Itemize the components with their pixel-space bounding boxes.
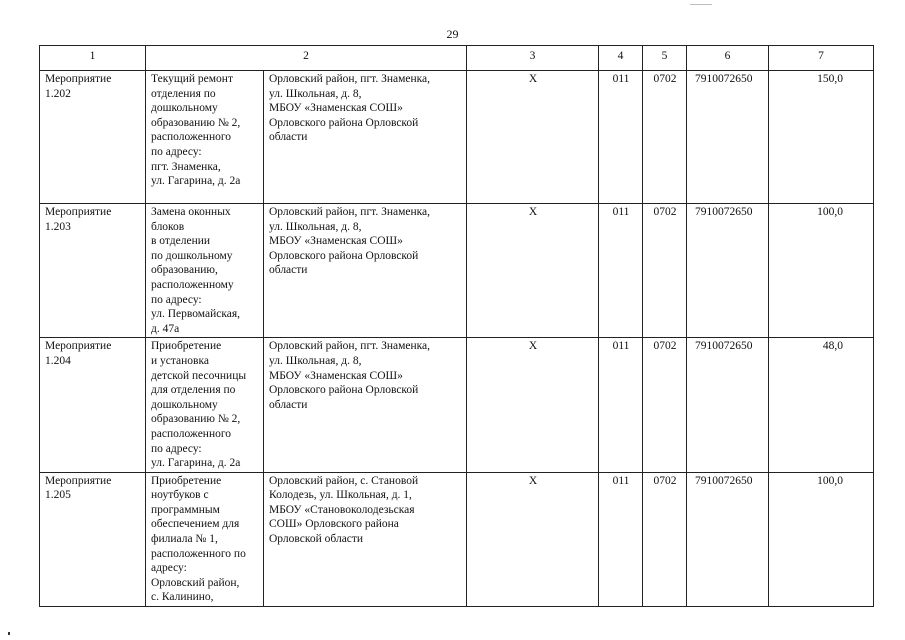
description-cell-line: программным bbox=[151, 503, 220, 516]
description-cell-line: образованию № 2, bbox=[151, 116, 241, 129]
description-cell-line: ноутбуков с bbox=[151, 489, 209, 502]
header-col-2: 2 bbox=[146, 46, 467, 71]
address-cell-line: МБОУ «Знаменская СОШ» bbox=[269, 369, 403, 382]
col4-cell: 011 bbox=[599, 204, 643, 338]
col7-cell: 100,0 bbox=[769, 204, 874, 338]
address-cell bbox=[264, 71, 467, 204]
address-cell-line: области bbox=[269, 264, 308, 277]
col4-cell: 011 bbox=[599, 71, 643, 204]
address-cell bbox=[264, 472, 467, 606]
description-cell-line: расположенного bbox=[151, 427, 232, 440]
col4-cell: 011 bbox=[599, 472, 643, 606]
table-row bbox=[40, 71, 874, 204]
activity-cell-line: 1.202 bbox=[45, 87, 71, 100]
col6-cell: 7910072650 bbox=[687, 204, 769, 338]
description-cell-line: и установка bbox=[151, 354, 210, 367]
col7-cell: 150,0 bbox=[769, 71, 874, 204]
description-cell-line: Орловский район, bbox=[151, 576, 240, 589]
activity-cell-line: 1.205 bbox=[45, 489, 71, 502]
description-cell-line: детской песочницы bbox=[151, 369, 247, 382]
col5-cell: 0702 bbox=[643, 338, 687, 472]
description-cell-line: блоков bbox=[151, 220, 185, 233]
address-cell-line: ул. Школьная, д. 8, bbox=[269, 220, 362, 233]
address-cell-line: Орловского района Орловской bbox=[269, 249, 419, 262]
col3-cell: Х bbox=[467, 204, 599, 338]
description-cell bbox=[146, 472, 264, 606]
description-cell-line: расположенного bbox=[151, 131, 232, 144]
description-cell-line: в отделении bbox=[151, 235, 211, 248]
address-cell-line: МБОУ «Знаменская СОШ» bbox=[269, 102, 403, 115]
col3-cell: Х bbox=[467, 338, 599, 472]
col7-cell: 48,0 bbox=[769, 338, 874, 472]
table-row bbox=[40, 472, 874, 606]
header-col-1: 1 bbox=[40, 46, 146, 71]
description-cell-line: расположенному bbox=[151, 278, 234, 291]
table-body bbox=[40, 71, 874, 607]
header-row bbox=[40, 46, 874, 71]
activity-cell bbox=[40, 472, 146, 606]
description-cell-line: образованию № 2, bbox=[151, 413, 241, 426]
description-cell-line: Текущий ремонт bbox=[151, 73, 233, 85]
address-cell-line: Орловского района Орловской bbox=[269, 116, 419, 129]
description-cell-line: по адресу: bbox=[151, 442, 202, 455]
activity-cell-line: Мероприятие bbox=[45, 73, 112, 85]
description-cell-line: отделения по bbox=[151, 87, 216, 100]
address-cell bbox=[264, 338, 467, 472]
description-cell-line: по адресу: bbox=[151, 145, 202, 158]
col3-cell: Х bbox=[467, 71, 599, 204]
address-cell-line: МБОУ «Знаменская СОШ» bbox=[269, 235, 403, 248]
col5-cell: 0702 bbox=[643, 204, 687, 338]
description-cell-line: расположенного по bbox=[151, 547, 246, 560]
table-row bbox=[40, 204, 874, 338]
col4-cell: 011 bbox=[599, 338, 643, 472]
description-cell-line: с. Калинино, bbox=[151, 591, 214, 604]
description-cell bbox=[146, 204, 264, 338]
address-cell-line: ул. Школьная, д. 8, bbox=[269, 87, 362, 100]
address-cell-line: СОШ» Орловского района bbox=[269, 518, 399, 531]
col5-cell: 0702 bbox=[643, 472, 687, 606]
header-col-7: 7 bbox=[769, 46, 874, 71]
page-number: 29 bbox=[446, 27, 459, 41]
activity-cell-line: Мероприятие bbox=[45, 206, 112, 218]
address-cell-line: ул. Школьная, д. 8, bbox=[269, 354, 362, 367]
col5-cell: 0702 bbox=[643, 71, 687, 204]
address-cell-line: Колодезь, ул. Школьная, д. 1, bbox=[269, 489, 412, 502]
col3-cell: Х bbox=[467, 472, 599, 606]
budget-table bbox=[39, 45, 874, 607]
description-cell-line: обеспечением для bbox=[151, 518, 240, 531]
address-cell-line: Орловского района Орловской bbox=[269, 384, 419, 397]
header-col-3: 3 bbox=[467, 46, 599, 71]
scan-mark bbox=[8, 632, 10, 635]
description-cell bbox=[146, 71, 264, 204]
activity-cell bbox=[40, 338, 146, 472]
activity-cell-line: 1.204 bbox=[45, 354, 71, 367]
address-cell-line: Орловский район, с. Становой bbox=[269, 474, 419, 487]
description-cell-line: Замена оконных bbox=[151, 206, 231, 218]
address-cell-line: Орловский район, пгт. Знаменка, bbox=[269, 340, 431, 353]
description-cell-line: дошкольному bbox=[151, 102, 218, 115]
description-cell-line: для отделения по bbox=[151, 384, 236, 397]
description-cell-line: Приобретение bbox=[151, 474, 222, 487]
activity-cell-line: 1.203 bbox=[45, 220, 71, 233]
activity-cell-line: Мероприятие bbox=[45, 340, 112, 353]
address-cell-line: Орловский район, пгт. Знаменка, bbox=[269, 73, 431, 85]
description-cell-line: по адресу: bbox=[151, 293, 202, 306]
table-row bbox=[40, 338, 874, 472]
header-col-6: 6 bbox=[687, 46, 769, 71]
description-cell-line: дошкольному bbox=[151, 398, 218, 411]
description-cell-line: пгт. Знаменка, bbox=[151, 160, 221, 173]
col6-cell: 7910072650 bbox=[687, 338, 769, 472]
description-cell-line: д. 47а bbox=[151, 322, 180, 335]
scan-artifact-line bbox=[690, 4, 712, 5]
activity-cell-line: Мероприятие bbox=[45, 474, 112, 487]
address-cell-line: МБОУ «Становоколодезьская bbox=[269, 503, 415, 516]
col7-cell: 100,0 bbox=[769, 472, 874, 606]
description-cell bbox=[146, 338, 264, 472]
description-cell-line: адресу: bbox=[151, 562, 187, 575]
description-cell-line: образованию, bbox=[151, 264, 218, 277]
header-col-5: 5 bbox=[643, 46, 687, 71]
address-cell bbox=[264, 204, 467, 338]
description-cell-line: филиала № 1, bbox=[151, 533, 218, 546]
description-cell-line: Приобретение bbox=[151, 340, 222, 353]
col6-cell: 7910072650 bbox=[687, 472, 769, 606]
address-cell-line: области bbox=[269, 398, 308, 411]
address-cell-line: Орловской области bbox=[269, 533, 364, 546]
description-cell-line: ул. Первомайская, bbox=[151, 308, 241, 321]
col6-cell: 7910072650 bbox=[687, 71, 769, 204]
address-cell-line: области bbox=[269, 131, 308, 144]
activity-cell bbox=[40, 204, 146, 338]
header-col-4: 4 bbox=[599, 46, 643, 71]
description-cell-line: ул. Гагарина, д. 2а bbox=[151, 175, 241, 188]
description-cell-line: по дошкольному bbox=[151, 249, 233, 262]
address-cell-line: Орловский район, пгт. Знаменка, bbox=[269, 206, 431, 218]
description-cell-line: ул. Гагарина, д. 2а bbox=[151, 457, 241, 470]
activity-cell bbox=[40, 71, 146, 204]
